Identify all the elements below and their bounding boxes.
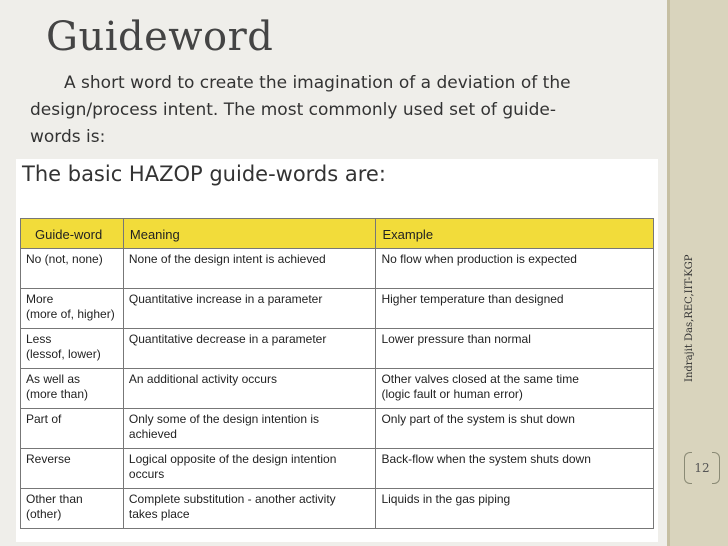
cell-example [376,329,654,369]
header-meaning: Meaning [123,219,376,249]
table-row [21,449,654,489]
body-line-3: words is: [30,127,106,147]
cell-meaning-line: An additional activity occurs [128,372,277,386]
cell-example [376,489,654,529]
cell-example [376,449,654,489]
cell-example-line: (logic fault or human error) [381,387,523,401]
cell-guide-word [21,249,124,289]
cell-guide-word [21,489,124,529]
cell-meaning-line: achieved [128,427,177,441]
cell-meaning-line: Logical opposite of the design intention [128,452,337,466]
cell-meaning-line: None of the design intent is achieved [128,252,326,266]
table-row [21,329,654,369]
cell-example-line: Liquids in the gas piping [381,492,511,506]
table-row [21,249,654,289]
slide-body-text [30,70,660,151]
author-vertical-text: Indrajit Das,REC,IIT-KGP [684,254,695,382]
cell-example [376,249,654,289]
cell-example [376,369,654,409]
cell-guide-word-line: Less [26,332,52,346]
table-row [21,289,654,329]
cell-example-line: Other valves closed at the same time [381,372,579,386]
cell-meaning [123,329,376,369]
body-line-1: A short word to create the imagination of a deviation of the [64,73,571,93]
cell-guide-word-line: (more than) [26,387,89,401]
hazop-figure [16,159,658,542]
cell-example-line: Back-flow when the system shuts down [381,452,591,466]
cell-meaning-line: occurs [128,467,165,481]
cell-meaning-line: Quantitative decrease in a parameter [128,332,327,346]
page-number: 12 [684,452,720,484]
header-guide-word: Guide-word [21,219,124,249]
cell-guide-word [21,289,124,329]
cell-meaning [123,289,376,329]
cell-guide-word [21,369,124,409]
body-line-2: design/process intent. The most commonly used set of guide- [30,100,556,120]
cell-meaning-line: Only some of the design intention is [128,412,319,426]
header-example: Example [376,219,654,249]
cell-guide-word-line: More [26,292,54,306]
guideword-table [20,218,654,529]
cell-meaning-line: takes place [128,507,190,521]
cell-meaning [123,449,376,489]
cell-example-line: Lower pressure than normal [381,332,531,346]
table-body [21,249,654,529]
cell-example [376,409,654,449]
cell-guide-word [21,449,124,489]
cell-meaning [123,489,376,529]
cell-example-line: Higher temperature than designed [381,292,564,306]
cell-meaning-line: Complete substitution - another activity [128,492,336,506]
table-row [21,369,654,409]
side-band-edge [667,0,670,546]
slide-title: Guideword [46,14,274,60]
cell-guide-word-line: (other) [26,507,62,521]
cell-example-line: Only part of the system is shut down [381,412,575,426]
cell-guide-word-line: (more of, higher) [26,307,115,321]
cell-guide-word [21,409,124,449]
cell-guide-word-line: Other than [26,492,83,506]
cell-example [376,289,654,329]
table-row [21,489,654,529]
cell-meaning [123,369,376,409]
figure-title: The basic HAZOP guide-words are: [22,162,386,186]
cell-guide-word-line: No (not, none) [26,252,103,266]
table-header-row [21,219,654,249]
cell-example-line: No flow when production is expected [381,252,577,266]
cell-guide-word-line: Reverse [26,452,71,466]
cell-meaning-line: Quantitative increase in a parameter [128,292,323,306]
cell-guide-word-line: As well as [26,372,81,386]
cell-guide-word [21,329,124,369]
cell-guide-word-line: Part of [26,412,62,426]
table-row [21,409,654,449]
cell-guide-word-line: (lessof, lower) [26,347,101,361]
cell-meaning [123,249,376,289]
cell-meaning [123,409,376,449]
